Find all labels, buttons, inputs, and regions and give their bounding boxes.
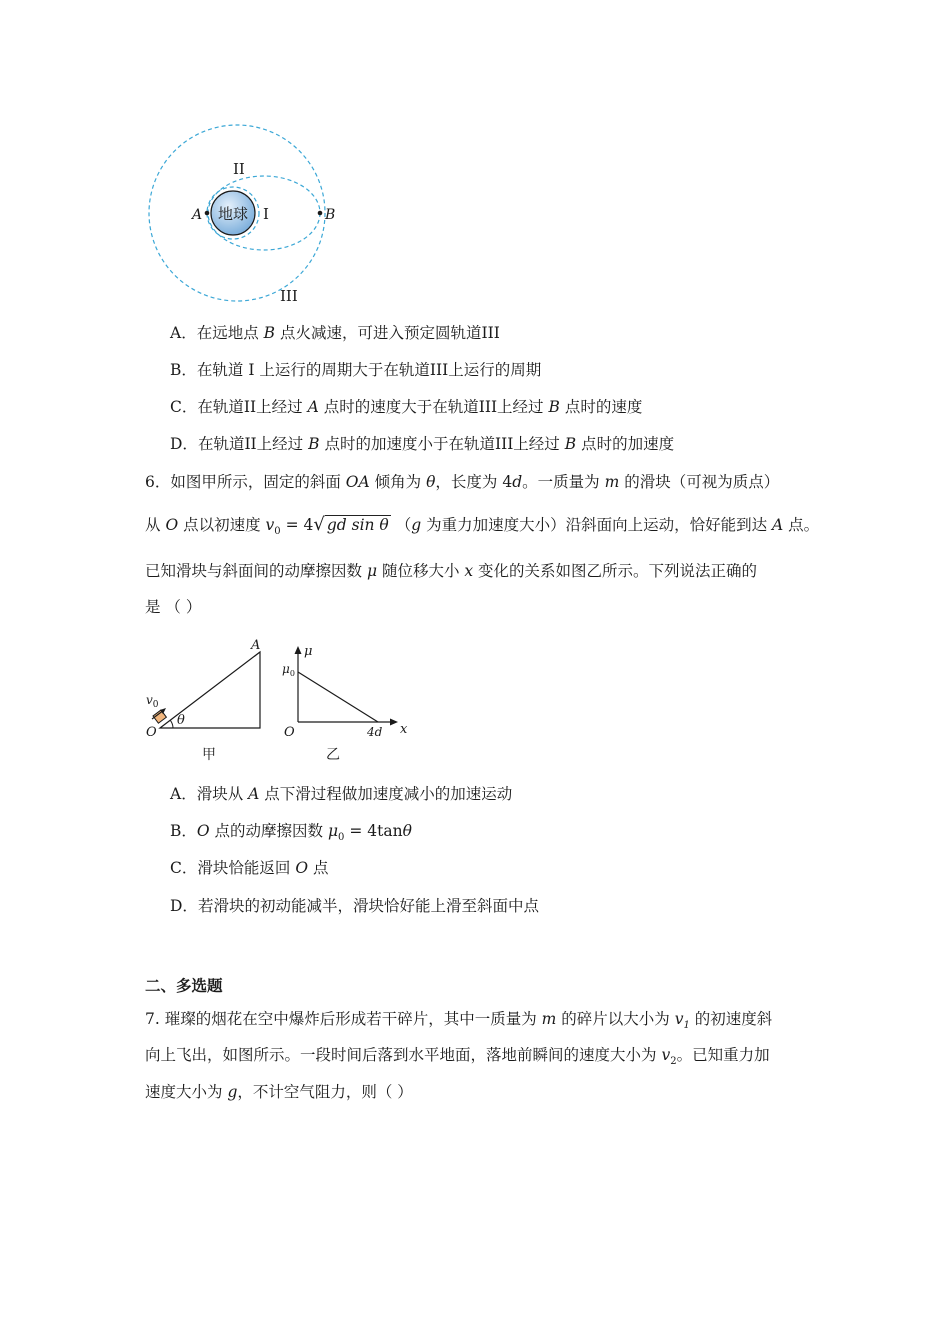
jia-label-o: O bbox=[146, 725, 157, 740]
q7-line-1: 7. 璀璨的烟花在空中爆炸后形成若干碎片，其中一质量为 m 的碎片以大小为 $v_1$ 的初速度斜 bbox=[145, 1010, 773, 1032]
theta-arc bbox=[170, 720, 173, 728]
q7-line-3: 速度大小为 g，不计空气阻力，则（ ） bbox=[145, 1083, 413, 1101]
orbit-figure bbox=[140, 120, 340, 310]
yi-label-mu: μ bbox=[304, 644, 313, 659]
section-heading-multi-choice: 二、多选题 bbox=[145, 976, 223, 995]
yi-label-mu0: $\mu_0$ bbox=[282, 662, 295, 678]
q6-option-a: A．滑块从 A 点下滑过程做加速度减小的加速运动 bbox=[170, 785, 513, 803]
point-a bbox=[205, 211, 210, 216]
sqrt-expression: gd sin θ bbox=[326, 516, 389, 534]
q6-line-1: 6．如图甲所示，固定的斜面 OA 倾角为 θ，长度为 4d。一质量为 m 的滑块（可视为质点） bbox=[145, 473, 780, 491]
figure-yi bbox=[280, 640, 415, 767]
label-i: I bbox=[263, 205, 269, 223]
q6-line-3: 已知滑块与斜面间的动摩擦因数 μ 随位移大小 x 变化的关系如图乙所示。下列说法正确的 bbox=[145, 562, 758, 580]
yi-label-4d: 4d bbox=[367, 725, 383, 739]
q5-option-d: D．在轨道II上经过 B 点时的加速度小于在轨道III上经过 B 点时的加速度 bbox=[170, 435, 675, 453]
q6-option-b: B．O 点的动摩擦因数 $\mu_0 = 4\tan\theta$ bbox=[170, 822, 412, 844]
yi-y-arrow bbox=[295, 646, 302, 654]
jia-caption: 甲 bbox=[202, 747, 216, 763]
q7-line-2: 向上飞出，如图所示。一段时间后落到水平地面，落地前瞬间的速度大小为 $v_2$。已知重力加 bbox=[145, 1046, 770, 1068]
yi-label-x: x bbox=[400, 722, 408, 737]
q6-line-4: 是 （ ） bbox=[145, 598, 202, 616]
earth-label: 地球 bbox=[217, 205, 249, 223]
yi-x-arrow bbox=[390, 719, 398, 726]
label-iii: III bbox=[280, 287, 298, 305]
q5-option-b: B．在轨道 I 上运行的周期大于在轨道III上运行的周期 bbox=[170, 361, 542, 379]
q6-option-c: C．滑块恰能返回 O 点 bbox=[170, 859, 329, 877]
q6-option-d: D．若滑块的初动能减半，滑块恰好能上滑至斜面中点 bbox=[170, 897, 539, 915]
label-a: A bbox=[192, 207, 203, 223]
yi-label-o: O bbox=[284, 725, 295, 740]
yi-mu-line bbox=[298, 672, 378, 722]
jia-label-theta: θ bbox=[177, 713, 185, 728]
q5-option-a: A．在远地点 B 点火减速，可进入预定圆轨道III bbox=[170, 324, 500, 342]
incline-triangle bbox=[160, 652, 260, 728]
jia-label-a: A bbox=[251, 638, 261, 653]
q5-option-c: C．在轨道II上经过 A 点时的速度大于在轨道III上经过 B 点时的速度 bbox=[170, 398, 643, 416]
label-b: B bbox=[325, 207, 336, 223]
label-ii: II bbox=[233, 160, 245, 178]
jia-label-v: $v_0$ bbox=[146, 693, 159, 710]
figure-jia bbox=[140, 632, 275, 767]
yi-caption: 乙 bbox=[326, 747, 340, 763]
q6-line-2: 从 O 点以初速度 $v_0 = 4√$ gd sin θ （g 为重力加速度大小）沿斜面向上运动，恰好能到达 A 点。 bbox=[145, 514, 820, 538]
point-b bbox=[318, 211, 323, 216]
